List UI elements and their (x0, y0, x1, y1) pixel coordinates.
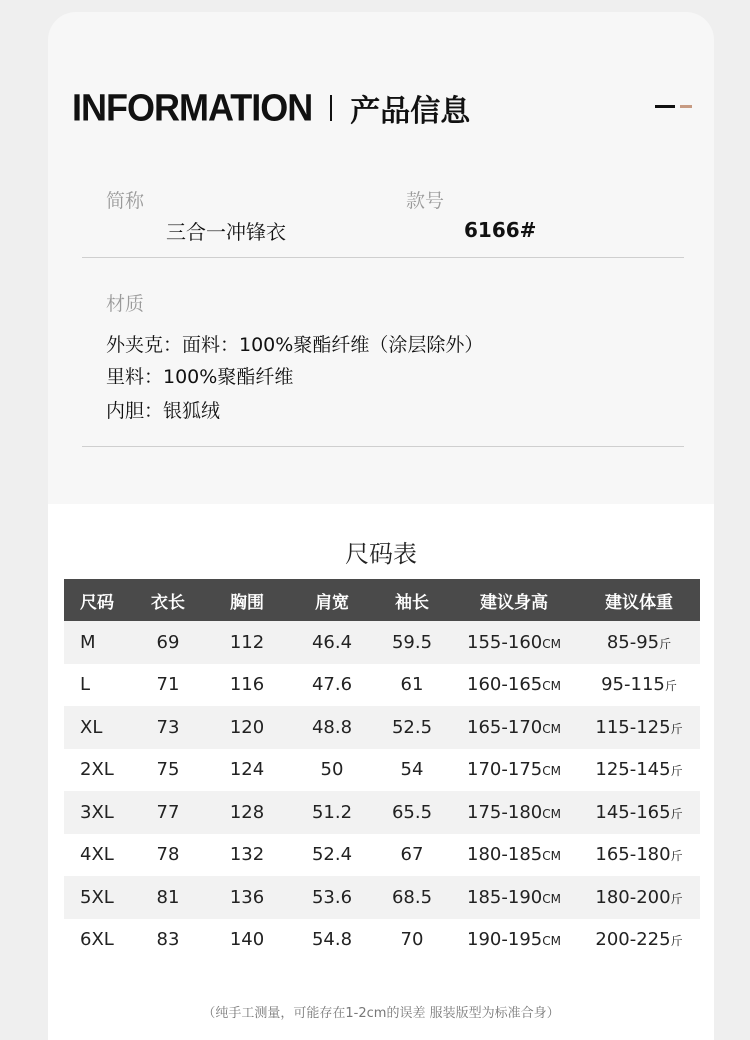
height-unit: CM (542, 849, 561, 864)
table-row (64, 791, 700, 834)
name-label: 简称 (106, 190, 145, 212)
table-cell: M (64, 621, 132, 664)
header-size: 尺码 (64, 579, 132, 621)
header-chest: 胸围 (204, 579, 290, 621)
height-unit: CM (542, 934, 561, 949)
table-cell: 61 (400, 674, 424, 696)
table-row (64, 621, 700, 664)
table-cell: 125-145斤 (595, 759, 683, 781)
weight-unit: 斤 (670, 934, 683, 949)
table-cell: 54 (400, 759, 424, 781)
height-unit: CM (542, 806, 561, 821)
table-cell: 170-175CM (467, 759, 561, 781)
table-row (64, 664, 700, 707)
table-cell: 116 (229, 674, 265, 696)
table-cell: 67 (400, 844, 424, 866)
height-unit: CM (542, 636, 561, 651)
table-cell: 52.4 (311, 844, 353, 866)
table-cell: 68.5 (374, 876, 450, 919)
table-cell: 155-160CM (450, 621, 578, 664)
table-cell: 53.6 (290, 876, 374, 919)
weight-unit: 斤 (659, 636, 672, 651)
header-length: 衣长 (132, 579, 204, 621)
table-cell: 165-180斤 (595, 844, 683, 866)
table-cell: 52.5 (374, 706, 450, 749)
table-cell: 70 (400, 929, 424, 951)
table-header-row (64, 579, 700, 621)
table-row (64, 876, 700, 919)
table-cell: 46.4 (290, 621, 374, 664)
decorative-dash-dark (655, 105, 675, 108)
table-cell: 190-195CM (467, 929, 561, 951)
table-cell: 2XL (80, 759, 114, 781)
table-cell: 54.8 (311, 929, 353, 951)
table-cell: L (80, 674, 91, 696)
weight-unit: 斤 (664, 679, 677, 694)
table-row (64, 834, 700, 877)
height-unit: CM (542, 679, 561, 694)
table-cell: 4XL (80, 844, 114, 866)
table-cell: 120 (204, 706, 290, 749)
height-unit: CM (542, 721, 561, 736)
table-cell: 77 (132, 791, 204, 834)
table-cell: 132 (229, 844, 265, 866)
size-table (64, 579, 700, 961)
table-cell: 160-165CM (467, 674, 561, 696)
divider-line (82, 446, 684, 447)
material-label: 材质 (106, 293, 145, 315)
table-cell: 128 (204, 791, 290, 834)
table-cell: 180-200斤 (578, 876, 700, 919)
table-cell: 200-225斤 (595, 929, 683, 951)
section-header (72, 85, 471, 129)
model-label: 款号 (406, 190, 445, 212)
table-cell: 81 (132, 876, 204, 919)
weight-unit: 斤 (670, 721, 683, 736)
header-sleeve: 袖长 (374, 579, 450, 621)
table-cell: 115-125斤 (578, 706, 700, 749)
table-cell: 185-190CM (450, 876, 578, 919)
measurement-note: （纯手工测量，可能存在1-2cm的误差 服装版型为标准合身） (202, 1006, 560, 1021)
table-cell: 180-185CM (467, 844, 561, 866)
table-row (64, 919, 700, 962)
weight-unit: 斤 (670, 806, 683, 821)
title-divider (330, 95, 332, 121)
table-cell: 83 (156, 929, 180, 951)
size-chart-panel (48, 504, 714, 1040)
table-cell: 48.8 (290, 706, 374, 749)
header-shoulder: 肩宽 (290, 579, 374, 621)
table-cell: 59.5 (374, 621, 450, 664)
table-cell: 50 (320, 759, 344, 781)
divider-line (82, 257, 684, 258)
table-cell: 5XL (64, 876, 132, 919)
weight-unit: 斤 (670, 891, 683, 906)
table-cell: 65.5 (374, 791, 450, 834)
table-cell: 124 (229, 759, 265, 781)
table-cell: 78 (156, 844, 180, 866)
table-cell: 71 (156, 674, 180, 696)
size-chart-title: 尺码表 (345, 540, 417, 568)
table-row (64, 706, 700, 749)
table-cell: 75 (156, 759, 180, 781)
table-cell: 145-165斤 (578, 791, 700, 834)
table-cell: 51.2 (290, 791, 374, 834)
header-weight: 建议体重 (578, 579, 700, 621)
table-cell: 6XL (80, 929, 114, 951)
table-cell: 85-95斤 (578, 621, 700, 664)
table-cell: 3XL (64, 791, 132, 834)
table-cell: 140 (229, 929, 265, 951)
material-line-liner: 内胆：银狐绒 (106, 400, 221, 422)
table-cell: 175-180CM (450, 791, 578, 834)
table-cell: 95-115斤 (601, 674, 677, 696)
header-height: 建议身高 (450, 579, 578, 621)
table-cell: 69 (132, 621, 204, 664)
title-english: INFORMATION (72, 85, 313, 129)
table-cell: 47.6 (311, 674, 353, 696)
table-cell: 136 (204, 876, 290, 919)
size-table-body (64, 621, 700, 961)
product-info-card (48, 12, 714, 1040)
table-cell: 165-170CM (450, 706, 578, 749)
table-row (64, 749, 700, 792)
title-chinese: 产品信息 (350, 94, 471, 129)
height-unit: CM (542, 764, 561, 779)
model-value: 6166# (464, 218, 537, 242)
weight-unit: 斤 (670, 849, 683, 864)
material-line-outer: 外夹克：面料：100%聚酯纤维（涂层除外） (106, 334, 484, 356)
table-cell: XL (64, 706, 132, 749)
decorative-dash-accent (680, 105, 692, 108)
height-unit: CM (542, 891, 561, 906)
material-line-lining: 里料：100%聚酯纤维 (106, 366, 294, 388)
table-cell: 112 (204, 621, 290, 664)
table-cell: 73 (132, 706, 204, 749)
weight-unit: 斤 (670, 764, 683, 779)
name-value: 三合一冲锋衣 (166, 220, 286, 244)
